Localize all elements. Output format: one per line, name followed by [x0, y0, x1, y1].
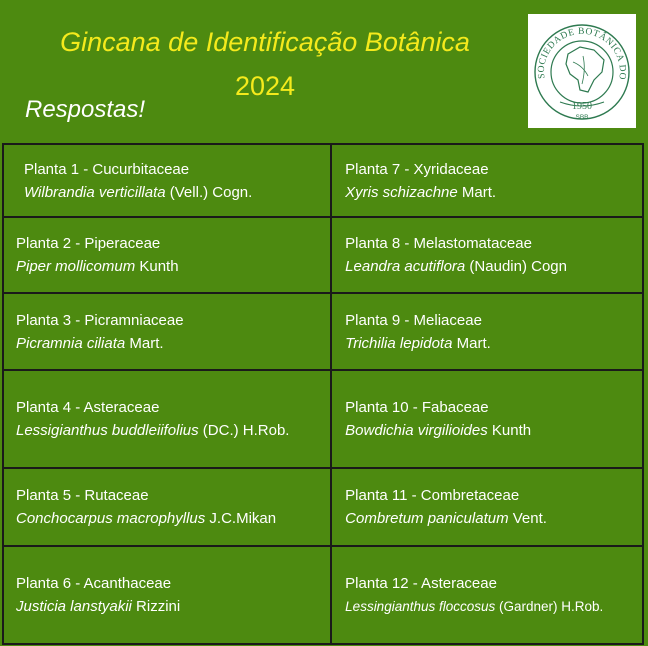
species-name: Xyris schizachne	[345, 183, 458, 201]
plant-family-label: Planta 10 - Fabaceae	[345, 399, 489, 416]
species-author: Mart.	[452, 334, 491, 352]
species-author: (Vell.) Cogn.	[165, 183, 253, 201]
plant-cell-10	[331, 370, 643, 468]
plant-family-label: Planta 3 - Picramniaceae	[16, 311, 184, 329]
plant-species-line	[16, 419, 330, 442]
species-author: (Naudin) Cogn	[465, 258, 567, 275]
table-row	[3, 370, 643, 468]
plant-cell-9	[331, 293, 643, 370]
plant-family-label: Planta 5 - Rutaceae	[16, 487, 149, 504]
logo-ring-text: SOCIEDADE BOTÂNICA DO	[536, 26, 628, 81]
plant-species-line	[16, 595, 330, 618]
plant-family-label: Planta 1 - Cucurbitaceae	[24, 160, 190, 178]
page-title	[0, 20, 530, 108]
plant-species-line	[16, 255, 330, 278]
table-row	[3, 217, 643, 293]
plant-species-line	[345, 332, 642, 355]
table-row	[3, 468, 643, 546]
plant-family-label: Planta 4 - Asteraceae	[16, 399, 160, 416]
species-name: Lessingianthus floccosus	[345, 599, 496, 614]
species-name: Justicia lanstyakii	[16, 598, 132, 615]
plant-cell-6	[3, 546, 331, 644]
logo-abbr: SBB	[575, 114, 589, 121]
species-name: Conchocarpus macrophyllus	[16, 510, 206, 527]
plant-species-line	[345, 255, 642, 278]
plant-family-label: Planta 12 - Asteraceae	[345, 575, 497, 592]
title-year: 2024	[234, 71, 296, 101]
species-name: Combretum paniculatum	[345, 510, 509, 527]
answers-table	[2, 143, 644, 645]
plant-species-line	[345, 595, 642, 618]
species-author: Vent.	[508, 510, 547, 527]
species-author: (DC.) H.Rob.	[198, 422, 290, 439]
plant-family-label: Planta 9 - Meliaceae	[345, 311, 482, 329]
plant-cell-3	[3, 293, 331, 370]
table-row	[3, 144, 643, 217]
plant-cell-2	[3, 217, 331, 293]
plant-cell-7	[331, 144, 643, 217]
species-author: Kunth	[135, 258, 179, 275]
plant-species-line	[16, 507, 330, 530]
logo-year: 1950	[572, 101, 592, 112]
plant-cell-1	[3, 144, 331, 217]
species-author: Mart.	[125, 334, 164, 352]
plant-species-line	[345, 419, 642, 442]
title-text: Gincana de Identificação Botânica	[60, 27, 470, 57]
plant-species-line	[345, 181, 642, 204]
species-name: Wilbrandia verticillata	[24, 183, 166, 201]
plant-family-label: Planta 2 - Piperaceae	[16, 235, 161, 252]
plant-family-label: Planta 8 - Melastomataceae	[345, 235, 532, 252]
species-author: J.C.Mikan	[205, 510, 277, 527]
species-name: Lessigianthus buddleiifolius	[16, 422, 199, 439]
species-name: Picramnia ciliata	[16, 334, 126, 352]
plant-family-label: Planta 6 - Acanthaceae	[16, 575, 172, 592]
species-author: Kunth	[487, 422, 532, 439]
sbb-logo	[528, 14, 636, 128]
species-author: Rizzini	[131, 598, 181, 615]
species-name: Leandra acutiflora	[345, 258, 466, 275]
answers-heading: Respostas!	[25, 96, 146, 123]
plant-cell-5	[3, 468, 331, 546]
plant-family-label: Planta 7 - Xyridaceae	[345, 160, 489, 178]
plant-species-line	[345, 507, 642, 530]
species-author: (Gardner) H.Rob.	[495, 599, 604, 614]
sbb-seal-icon	[528, 14, 636, 128]
plant-cell-12	[331, 546, 643, 644]
plant-family-label: Planta 11 - Combretaceae	[345, 487, 520, 504]
species-name: Trichilia lepidota	[345, 334, 453, 352]
species-author: Mart.	[457, 183, 497, 201]
species-name: Piper mollicomum	[16, 258, 136, 275]
plant-cell-4	[3, 370, 331, 468]
plant-cell-11	[331, 468, 643, 546]
table-row	[3, 293, 643, 370]
plant-species-line	[16, 332, 330, 355]
plant-cell-8	[331, 217, 643, 293]
plant-species-line	[24, 181, 330, 204]
species-name: Bowdichia virgilioides	[345, 422, 488, 439]
table-row	[3, 546, 643, 644]
